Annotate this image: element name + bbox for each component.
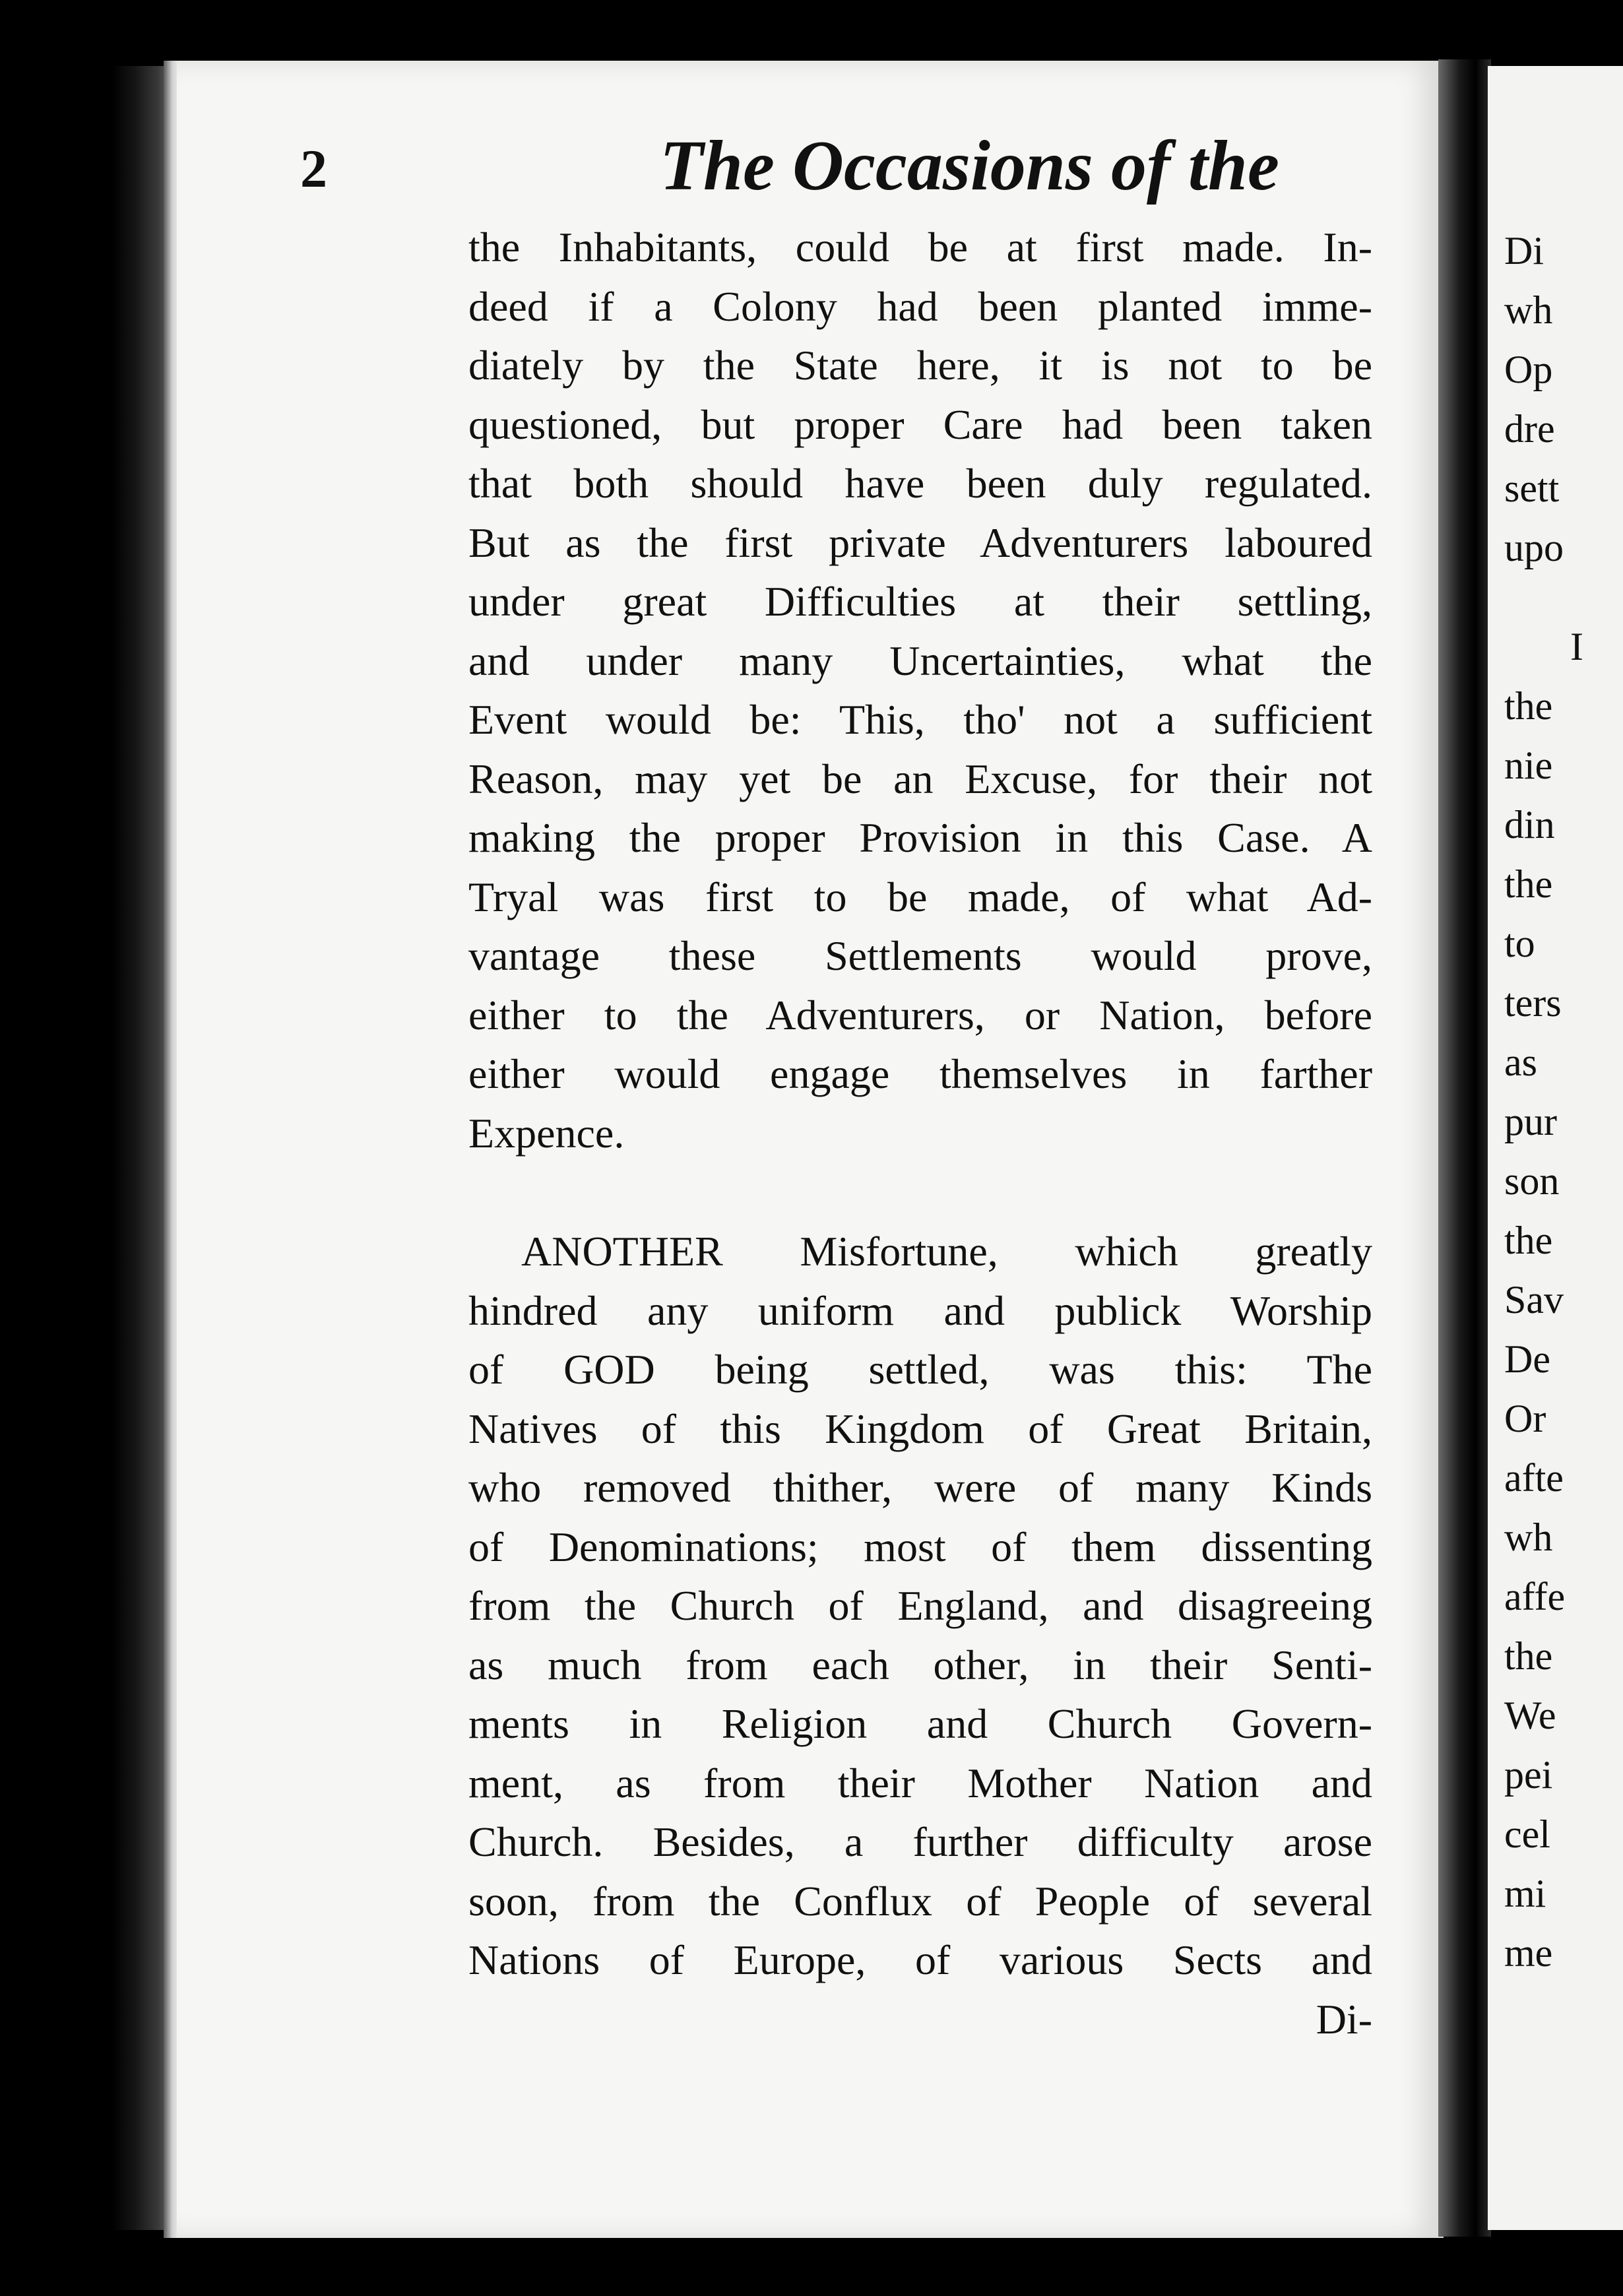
text-line: ments in Religion and Church Govern- [468,1700,1372,1747]
facing-page-fragment: Di [1504,229,1544,272]
text-line: Expence. [468,1109,625,1157]
facing-page-fragment: wh [1504,1515,1553,1559]
text-line: Tryal was first to be made, of what Ad- [468,873,1372,920]
facing-page-fragment: mi [1504,1872,1546,1915]
facing-page-fragment: nie [1504,744,1553,787]
text-line: and under many Uncertainties, what the [468,637,1372,684]
text-line: ment, as from their Mother Nation and [468,1759,1372,1806]
facing-page [1488,66,1623,2230]
text-line: ANOTHER Misfortune, which greatly [521,1228,1372,1275]
facing-page-fragment: De [1504,1337,1550,1381]
facing-page-fragment: sett [1504,466,1560,510]
text-line: Nations of Europe, of various Sects and [468,1936,1372,1983]
text-line: who removed thither, were of many Kinds [468,1464,1372,1511]
book-gutter [1438,59,1491,2237]
facing-page-fragment: affe [1504,1575,1566,1618]
text-line: under great Difficulties at their settling, [468,578,1372,625]
running-head: The Occasions of the [660,127,1279,205]
facing-page-fragment: wh [1504,288,1553,332]
body-text [468,218,1372,2049]
text-line: diately by the State here, it is not to be [468,342,1372,389]
page-number: 2 [300,139,327,199]
text-line: deed if a Colony had been planted imme- [468,282,1372,330]
facing-page-fragment: Or [1504,1397,1546,1440]
facing-page-fragment: ters [1504,981,1562,1025]
facing-page-fragment: the [1504,862,1553,906]
text-line: making the proper Provision in this Case. A [468,814,1372,861]
facing-page-fragment: Sav [1504,1278,1564,1322]
facing-page-fragment: the [1504,1219,1553,1262]
facing-page-fragment: the [1504,684,1553,728]
text-line: Reason, may yet be an Excuse, for their not [468,755,1372,802]
facing-page-fragment: dre [1504,407,1555,451]
text-line: vantage these Settlements would prove, [468,932,1372,979]
text-line: hindred any uniform and publick Worship [468,1287,1372,1334]
facing-page-fragment: upo [1504,526,1564,569]
text-line: either to the Adventurers, or Nation, before [468,991,1372,1038]
facing-page-fragment: pur [1504,1100,1557,1143]
paragraph-gap [468,1163,1372,1222]
text-line: either would engage themselves in farther [468,1050,1372,1097]
text-line: Event would be: This, tho' not a sufficient [468,696,1372,743]
text-line: the Inhabitants, could be at first made. In- [468,224,1372,271]
facing-page-fragment: me [1504,1931,1553,1975]
facing-page-fragment: the [1504,1634,1553,1678]
text-line: Natives of this Kingdom of Great Britain, [468,1405,1372,1452]
facing-page-fragment: son [1504,1159,1560,1203]
facing-page-fragment: afte [1504,1456,1564,1500]
facing-page-fragment: din [1504,803,1555,846]
text-line: questioned, but proper Care had been taken [468,400,1372,448]
text-line: Church. Besides, a further difficulty arose [468,1818,1372,1865]
text-line: of GOD being settled, was this: The [468,1346,1372,1393]
text-line: as much from each other, in their Senti- [468,1641,1372,1688]
text-line: from the Church of England, and disagreeing [468,1582,1372,1629]
text-line: that both should have been duly regulated. [468,460,1372,507]
text-line: of Denominations; most of them dissenting [468,1523,1372,1570]
text-line: soon, from the Conflux of People of several [468,1877,1372,1925]
facing-page-fragment: cel [1504,1812,1550,1856]
facing-page-fragment: We [1504,1694,1556,1737]
facing-page-fragment: I [1570,625,1583,668]
facing-page-fragment: Op [1504,348,1553,391]
catchword: Di- [1316,1995,1372,2043]
facing-page-fragment: to [1504,922,1535,965]
text-line: But as the first private Adventurers laboured [468,519,1372,566]
facing-page-fragment: as [1504,1040,1537,1084]
facing-page-fragment: pei [1504,1753,1553,1797]
